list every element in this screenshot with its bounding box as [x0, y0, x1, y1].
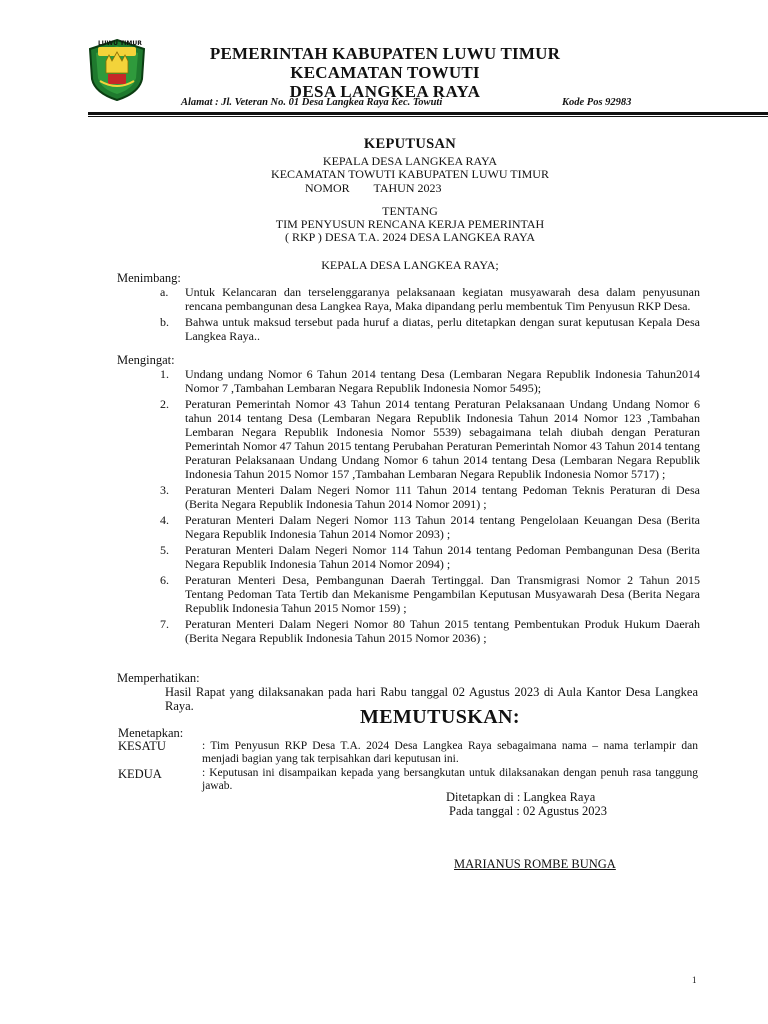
list-marker: 2.	[160, 397, 169, 411]
list-item	[160, 513, 700, 541]
list-marker: 3.	[160, 483, 169, 497]
list-text: Peraturan Menteri Desa, Pembangunan Daerah Tertinggal. Dan Transmigrasi Nomor 2 Tahun 2015 Tentang Pedoman Tata Tertib dan Mekanisme Pengambilan Keputusan Musyawarah Desa (Berita Negara Republik Indonesia Tahun 2015 Nomor 159) ;	[185, 573, 700, 615]
page-number: 1	[692, 975, 697, 985]
header-divider-thin	[88, 116, 768, 117]
list-marker: 4.	[160, 513, 169, 527]
list-item	[160, 483, 700, 511]
header-district: KECAMATAN TOWUTI	[290, 63, 480, 82]
list-marker: a.	[160, 285, 169, 299]
list-text: Untuk Kelancaran dan terselenggaranya pelaksanaan kegiatan musyawarah desa dalam penyusunan rencana pembangunan desa Langkea Raya, Maka dipandang perlu membentuk Tim Penyusun RKP Desa.	[185, 285, 700, 313]
kesatu-label: KESATU	[118, 739, 166, 753]
list-text: Peraturan Pemerintah Nomor 43 Tahun 2014 tentang Peraturan Pelaksanaan Undang Undang Nomor 6 tahun 2014 tentang Desa (Lembaran Negara Republik Indonesia Tahun 2014 Nomor 123 ,Tambahan Lembaran Negara Republik Indonesia Nomor 5539) sebagaimana telah diubah dengan Peraturan Pemerintah Nomor 47 Tahun 2015 tentang Perubahan Peraturan Pemerintah Nomor 43 Tahun 2014 tentang Peraturan Pelaksanaan Undang Undang Nomor 6 tahun 2014 tentang Desa (Lembaran Negara Republik Indonesia Tahun 2015 Nomor 157 ,Tambahan Lembaran Negara Republik Indonesia Nomor 5717) ;	[185, 397, 700, 481]
section-menimbang-label: Menimbang:	[117, 271, 181, 285]
list-item	[160, 285, 700, 313]
list-item	[160, 573, 700, 615]
memperhatikan-text: Hasil Rapat yang dilaksanakan pada hari Rabu tanggal 02 Agustus 2023 di Aula Kantor Desa Langkea Raya.	[165, 685, 698, 713]
kesatu-text: : Tim Penyusun RKP Desa T.A. 2024 Desa Langkea Raya sebagaimana nama – nama terlampir dan menjadi bagian yang tak terpisahkan dari keputusan ini.	[202, 740, 698, 765]
section-menetapkan-label: Menetapkan:	[118, 726, 184, 740]
list-text: Peraturan Menteri Dalam Negeri Nomor 114 Tahun 2014 tentang Pedoman Pembangunan Desa (Berita Negara Republik Indonesia Tahun 2014 Nomor 2094) ;	[185, 543, 700, 571]
list-item	[160, 543, 700, 571]
title-tentang: TENTANG	[382, 204, 438, 218]
list-marker: 6.	[160, 573, 169, 587]
list-item	[160, 617, 700, 645]
list-text: Peraturan Menteri Dalam Negeri Nomor 111 Tahun 2014 tentang Pedoman Teknis Peraturan di Desa (Berita Negara Republik Indonesia Tahun 2014 Nomor 2091) ;	[185, 483, 700, 511]
header-village: DESA LANGKEA RAYA	[289, 82, 481, 101]
header-government: PEMERINTAH KABUPATEN LUWU TIMUR	[209, 44, 561, 63]
mengingat-list	[160, 367, 700, 647]
title-kepala: KEPALA DESA LANGKEA RAYA;	[321, 258, 499, 272]
header-address: Alamat : Jl. Veteran No. 01 Desa Langkea Raya Kec. Towuti	[181, 97, 443, 108]
kedua-label: KEDUA	[118, 767, 162, 781]
list-item	[160, 315, 700, 343]
list-marker: 1.	[160, 367, 169, 381]
document-title: KEPUTUSAN	[363, 136, 457, 152]
list-text: Bahwa untuk maksud tersebut pada huruf a diatas, perlu ditetapkan dengan surat keputusan Kepala Desa Langkea Raya..	[185, 315, 700, 343]
logo-text: LUWU TIMUR	[98, 40, 142, 47]
kedua-text: : Keputusan ini disampaikan kepada yang bersangkutan untuk dilaksanakan dengan penuh rasa tanggung jawab.	[202, 767, 698, 792]
title-subject-2: ( RKP ) DESA T.A. 2024 DESA LANGKEA RAYA	[284, 230, 536, 244]
list-text: Peraturan Menteri Dalam Negeri Nomor 113 Tahun 2014 tentang Pengelolaan Keuangan Desa (Berita Negara Republik Indonesia Tahun 2014 Nomor 2093) ;	[185, 513, 700, 541]
list-item	[160, 397, 700, 481]
signature-date: Pada tanggal : 02 Agustus 2023	[449, 804, 607, 818]
title-line-2: KECAMATAN TOWUTI KABUPATEN LUWU TIMUR	[271, 167, 549, 181]
list-marker: 5.	[160, 543, 169, 557]
section-memperhatikan-label: Memperhatikan:	[117, 671, 200, 685]
menimbang-list	[160, 285, 700, 345]
list-marker: 7.	[160, 617, 169, 631]
signature-place: Ditetapkan di : Langkea Raya	[446, 790, 596, 804]
title-number: NOMOR TAHUN 2023	[305, 181, 442, 195]
header-divider-thick	[88, 112, 768, 115]
title-subject-1: TIM PENYUSUN RENCANA KERJA PEMERINTAH	[275, 217, 545, 231]
section-mengingat-label: Mengingat:	[117, 353, 175, 367]
list-item	[160, 367, 700, 395]
signatory-name: MARIANUS ROMBE BUNGA	[454, 857, 616, 871]
title-line-1: KEPALA DESA LANGKEA RAYA	[322, 154, 498, 168]
decision-heading: MEMUTUSKAN:	[360, 706, 520, 728]
list-text: Peraturan Menteri Dalam Negeri Nomor 80 Tahun 2015 tentang Pembentukan Produk Hukum Daerah (Berita Negara Republik Indonesia Tahun 2015 Nomor 2036) ;	[185, 617, 700, 645]
header-postal-code: Kode Pos 92983	[562, 97, 632, 108]
list-text: Undang undang Nomor 6 Tahun 2014 tentang Desa (Lembaran Negara Republik Indonesia Tahun2014 Nomor 7 ,Tambahan Lembaran Negara Republik Indonesia Nomor 5495);	[185, 367, 700, 395]
list-marker: b.	[160, 315, 169, 329]
